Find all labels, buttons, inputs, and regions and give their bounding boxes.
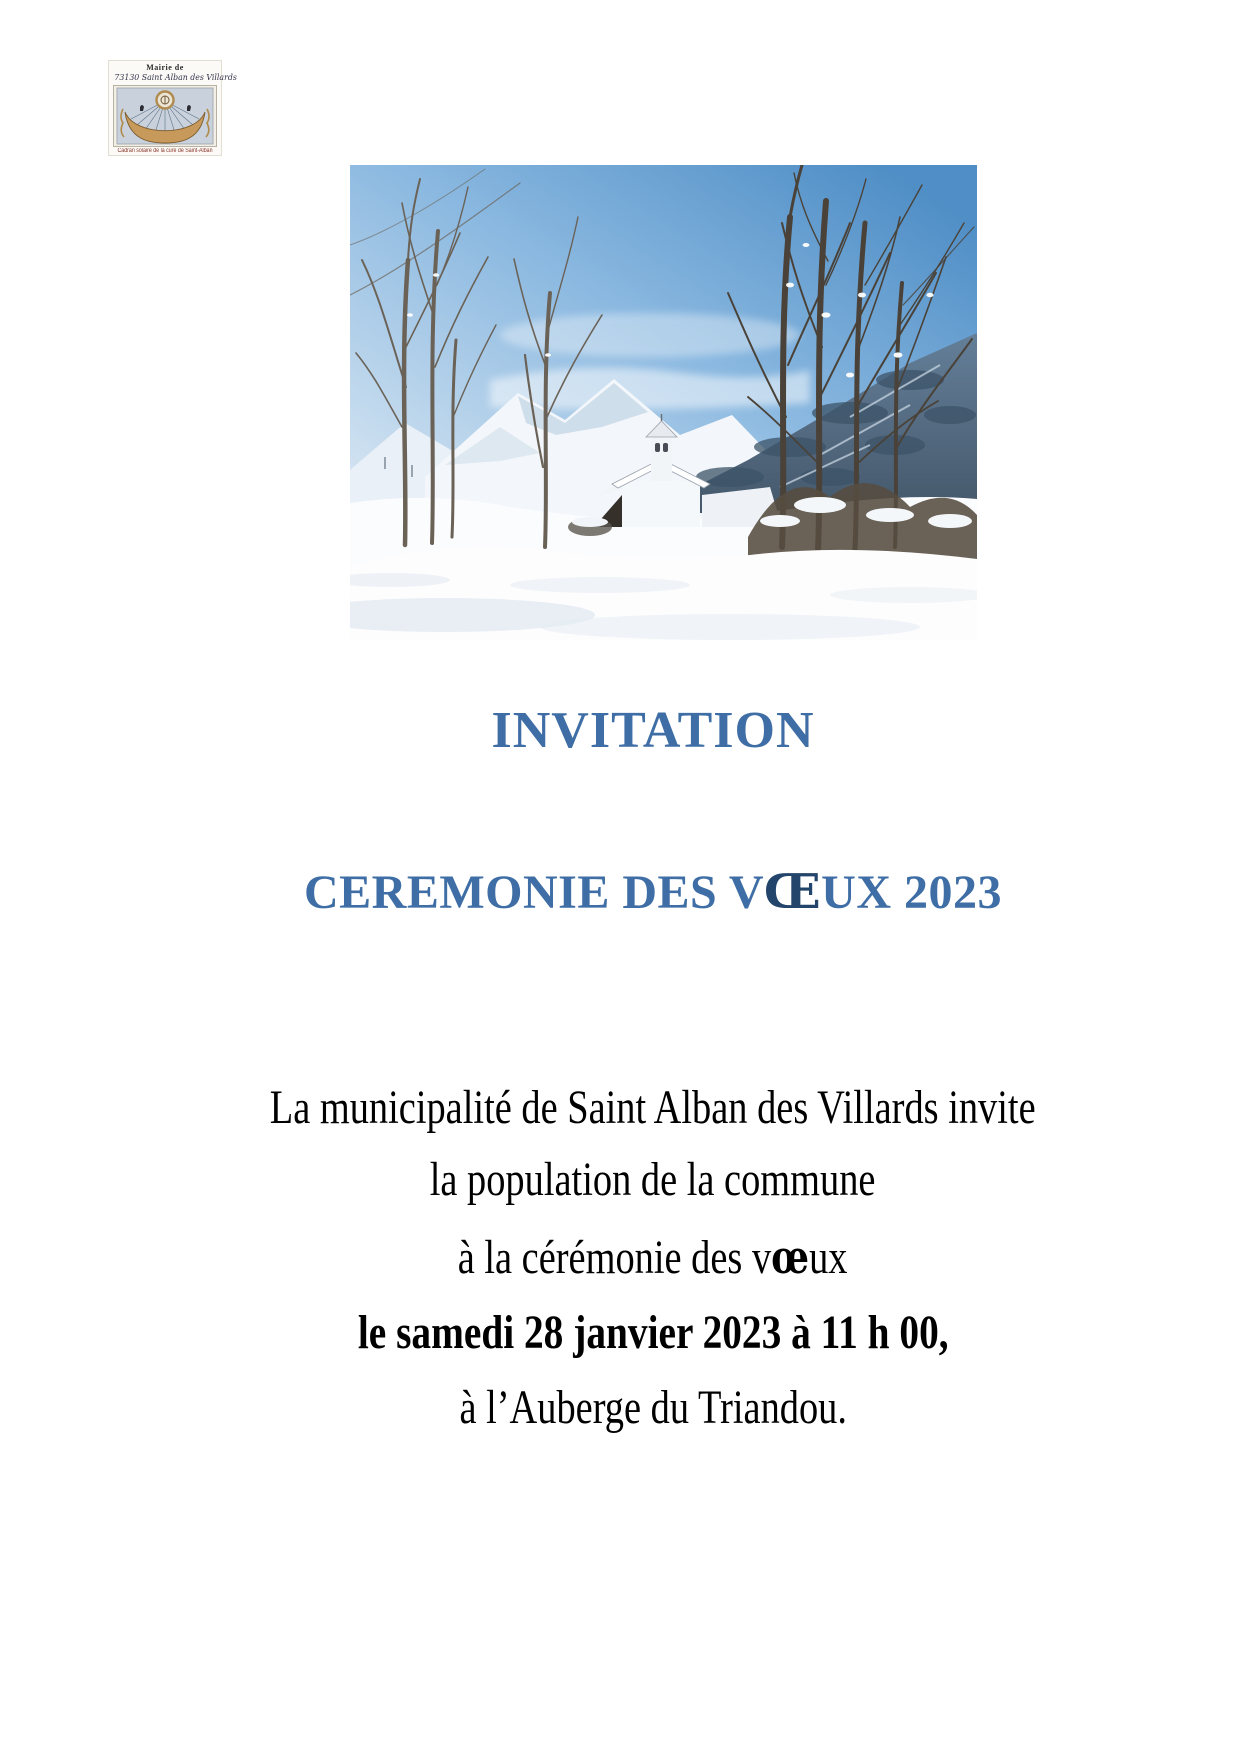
- logo-commune-name: 73130 Saint Alban des Villards: [114, 73, 237, 83]
- logo-mairie-de-label: Mairie de: [146, 63, 184, 72]
- logo-caption: Cadran solaire de la cure de Saint-Alban: [117, 148, 213, 154]
- body-line-date-time: le samedi 28 janvier 2023 à 11 h 00,: [357, 1306, 949, 1359]
- subtitle-pre: CEREMONIE DES V: [303, 866, 765, 919]
- body-line3-post: ux: [809, 1231, 848, 1284]
- body-line-population: la population de la commune: [430, 1153, 876, 1206]
- subtitle-oe-ligature: Œ: [764, 864, 822, 920]
- body-line3-pre: à la cérémonie des v: [458, 1231, 772, 1284]
- subtitle-post: UX 2023: [821, 866, 1002, 919]
- body-line-ceremony: [66, 1230, 1240, 1284]
- invitation-title: INVITATION: [491, 702, 815, 759]
- body-line-municipality: La municipalité de Saint Alban des Villards invite: [270, 1081, 1036, 1134]
- ceremony-subtitle: [66, 865, 1240, 920]
- body-line3-oe-ligature: œ: [771, 1230, 810, 1284]
- invitation-text-block: [66, 0, 1240, 1754]
- body-line-venue: à l’Auberge du Triandou.: [459, 1381, 847, 1434]
